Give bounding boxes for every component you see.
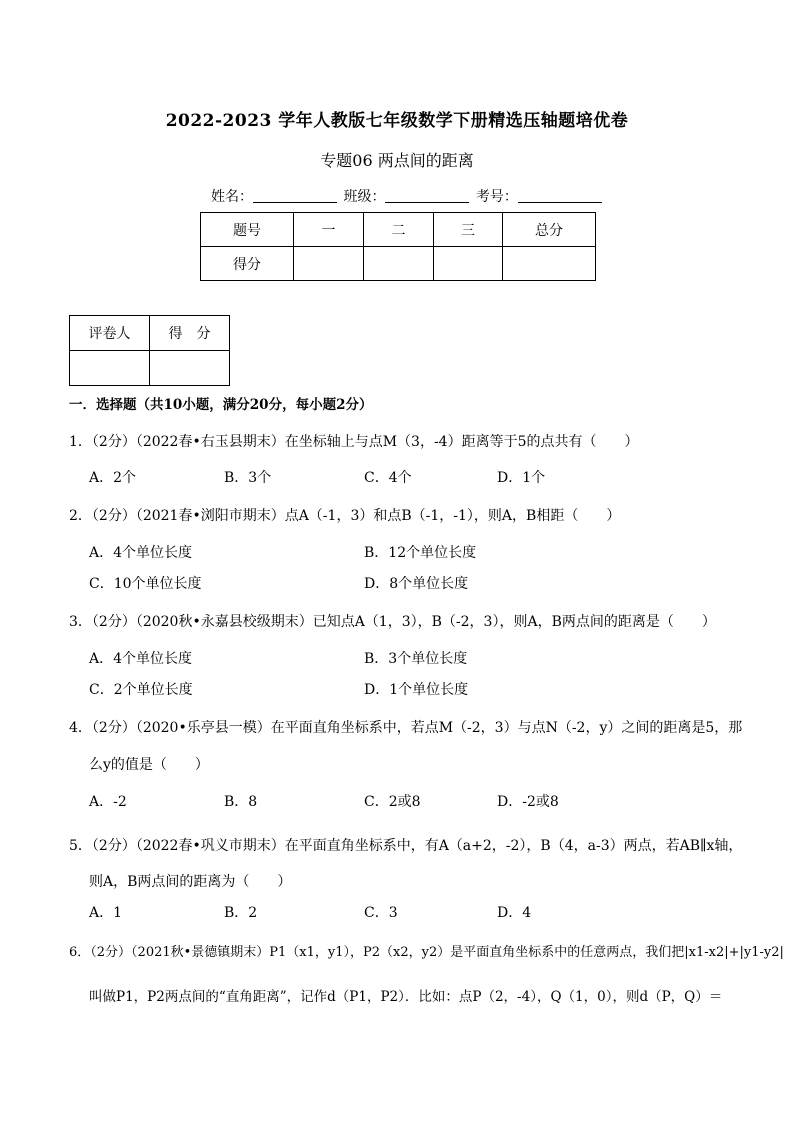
option-d[interactable]: D．1个单位长度	[364, 682, 469, 698]
class-blank[interactable]	[385, 188, 469, 203]
option-d[interactable]: D．-2或8	[497, 794, 559, 810]
question-stem: 6．（2分）（2021秋•景德镇期末）P1（x1，y1），P2（x2，y2）是平面直角坐标系中的任意两点，我们把|x1-x2|+|y1-y2|	[69, 945, 784, 960]
score-header-cell: 题号	[201, 213, 294, 247]
option-a[interactable]: A．2个	[89, 470, 137, 486]
option-b[interactable]: B．12个单位长度	[364, 545, 477, 561]
option-b[interactable]: B．3个单位长度	[364, 651, 468, 667]
option-c[interactable]: C．2个单位长度	[89, 682, 193, 698]
score-header-cell: 三	[434, 213, 503, 247]
option-a[interactable]: A．4个单位长度	[89, 651, 193, 667]
score-table-header-row	[201, 213, 596, 247]
option-a[interactable]: A．4个单位长度	[89, 545, 193, 561]
score-table-score-row	[201, 247, 596, 281]
score-header-cell: 二	[364, 213, 434, 247]
grader-header-cell: 评卷人	[70, 316, 150, 351]
score-table	[200, 212, 596, 281]
option-b[interactable]: B．2	[224, 905, 258, 921]
name-label: 姓名：	[211, 189, 253, 205]
option-a[interactable]: A．1	[89, 905, 123, 921]
score-cell[interactable]	[364, 247, 434, 281]
number-label: 考号：	[475, 189, 518, 205]
grader-table	[69, 315, 230, 386]
question-stem: 4．（2分）（2020•乐亭县一模）在平面直角坐标系中，若点M（-2，3）与点N（-2，y）之间的距离是5，那	[69, 720, 743, 736]
grader-cell[interactable]	[150, 351, 230, 386]
score-header-cell: 总分	[503, 213, 596, 247]
number-blank[interactable]	[518, 188, 602, 203]
student-info-line	[211, 186, 604, 206]
question-stem: 3．（2分）（2020秋•永嘉县校级期末）已知点A（1，3），B（-2，3），则A，B两点间的距离是（ ）	[69, 614, 716, 630]
grader-input-row	[70, 351, 230, 386]
question-stem-continued: 叫做P1，P2两点间的“直角距离”，记作d（P1，P2）．比如：点P（2，-4），Q（1，0），则d（P，Q）＝	[89, 989, 723, 1005]
option-c[interactable]: C．3	[364, 905, 398, 921]
option-b[interactable]: B．8	[224, 794, 258, 810]
option-a[interactable]: A．-2	[89, 794, 127, 810]
class-label: 班级：	[343, 189, 386, 205]
score-cell[interactable]	[434, 247, 503, 281]
score-header-cell: 一	[294, 213, 364, 247]
option-c[interactable]: C．2或8	[364, 794, 421, 810]
question-stem-continued: 则A，B两点间的距离为（ ）	[89, 874, 292, 890]
option-d[interactable]: D．1个	[497, 470, 546, 486]
option-d[interactable]: D．4	[497, 905, 532, 921]
question-stem: 5．（2分）（2022春•巩义市期末）在平面直角坐标系中，有A（a+2，-2），B（4，a-3）两点，若AB∥x轴，	[69, 838, 743, 854]
question-stem: 1．（2分）（2022春•右玉县期末）在坐标轴上与点M（3，-4）距离等于5的点共有（ ）	[69, 434, 639, 450]
question-stem-continued: 么y的值是（ ）	[89, 757, 209, 773]
grader-header-row	[70, 316, 230, 351]
option-b[interactable]: B．3个	[224, 470, 272, 486]
option-d[interactable]: D．8个单位长度	[364, 576, 469, 592]
section-heading: 一．选择题（共10小题，满分20分，每小题2分）	[69, 397, 373, 413]
score-cell[interactable]	[294, 247, 364, 281]
score-cell[interactable]	[503, 247, 596, 281]
score-row-label: 得分	[201, 247, 294, 281]
question-stem: 2．（2分）（2021春•浏阳市期末）点A（-1，3）和点B（-1，-1），则A，B相距（ ）	[69, 508, 621, 524]
name-blank[interactable]	[253, 188, 337, 203]
grader-header-cell: 得 分	[150, 316, 230, 351]
grader-cell[interactable]	[70, 351, 150, 386]
exam-title: 2022-2023 学年人教版七年级数学下册精选压轴题培优卷	[165, 111, 629, 131]
exam-subtitle: 专题06 两点间的距离	[320, 151, 474, 170]
option-c[interactable]: C．4个	[364, 470, 412, 486]
option-c[interactable]: C．10个单位长度	[89, 576, 202, 592]
